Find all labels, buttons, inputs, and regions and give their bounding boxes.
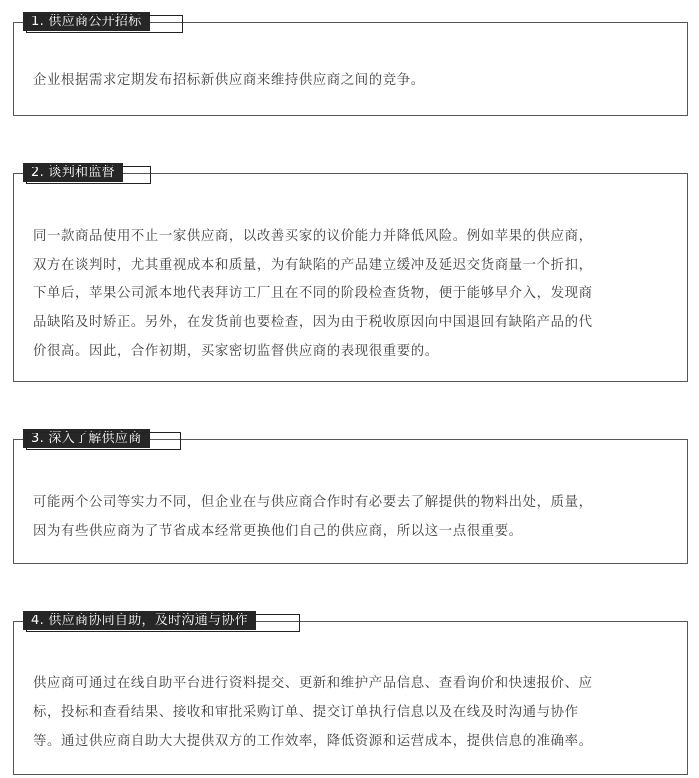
section-3-body — [33, 489, 674, 546]
section-1-title: 1. 供应商公开招标 — [23, 12, 150, 31]
section-4-line-1: 供应商可通过在线自助平台进行资料提交、更新和维护产品信息、查看询价和快速报价、应 — [33, 676, 593, 691]
section-2-body — [33, 223, 674, 367]
section-4-body — [33, 669, 674, 756]
section-1-body — [33, 70, 674, 92]
section-2-title: 2. 谈判和监督 — [23, 163, 123, 182]
section-4-line-3: 等。通过供应商自助大大提供双方的工作效率，降低资源和运营成本，提供信息的准确率。 — [33, 734, 593, 749]
section-1-line-1: 企业根据需求定期发布招标新供应商来维持供应商之间的竞争。 — [33, 73, 425, 88]
section-2 — [13, 163, 688, 383]
section-2-line-2: 双方在谈判时，尤其重视成本和质量，为有缺陷的产品建立缓冲及延迟交货商量一个折扣， — [33, 257, 593, 273]
section-4-title-frame — [26, 614, 300, 632]
section-1 — [13, 12, 688, 116]
section-3-line-1: 可能两个公司等实力不同，但企业在与供应商合作时有必要去了解提供的物料出处，质量， — [33, 495, 593, 510]
section-3 — [13, 429, 688, 565]
section-3-line-2: 因为有些供应商为了节省成本经常更换他们自己的供应商，所以这一点很重要。 — [33, 523, 523, 539]
section-2-line-5: 价很高。因此，合作初期，买家密切监督供应商的表现很重要的。 — [33, 343, 439, 359]
section-2-line-1: 同一款商品使用不止一家供应商，以改善买家的议价能力并降低风险。例如苹果的供应商， — [33, 229, 593, 244]
section-1-title-frame — [26, 15, 183, 33]
section-4 — [13, 611, 688, 775]
section-2-line-3: 下单后，苹果公司派本地代表拜访工厂且在不同的阶段检查货物，便于能够早介入，发现商 — [33, 286, 593, 302]
section-3-title-frame — [26, 432, 181, 450]
section-2-title-frame — [26, 166, 151, 184]
section-1-box — [13, 22, 688, 116]
section-4-title: 4. 供应商协同自助，及时沟通与协作 — [23, 611, 256, 630]
section-4-line-2: 标，投标和查看结果、接收和审批采购订单、提交订单执行信息以及在线及时沟通与协作 — [33, 705, 579, 720]
section-2-line-4: 品缺陷及时矫正。另外，在发货前也要检查，因为由于税收原因向中国退回有缺陷产品的代 — [33, 315, 593, 331]
section-3-title: 3. 深入了解供应商 — [23, 429, 150, 448]
